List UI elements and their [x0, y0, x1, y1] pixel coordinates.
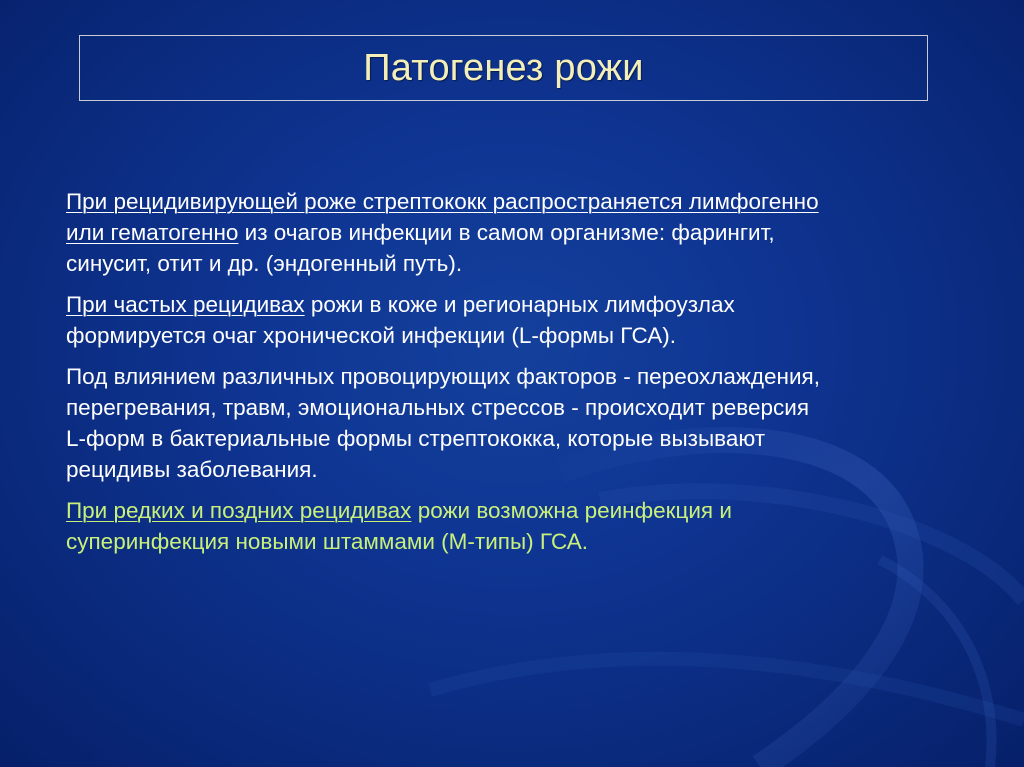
- paragraph-3-line-3: L-форм в бактериальные формы стрептококка, которые вызывают: [66, 426, 766, 451]
- paragraph-1-underlined-phrase-cont: или гематогенно: [66, 220, 239, 245]
- paragraph-2-underlined-phrase: При частых рецидивах: [66, 292, 305, 317]
- paragraph-1-line-1: [66, 186, 966, 217]
- title-box: [79, 35, 928, 101]
- paragraph-2-line-1-text: рожи в коже и регионарных лимфоузлах: [304, 292, 735, 317]
- slide-title: Патогенез рожи: [363, 46, 644, 89]
- paragraph-4-line-1-text: рожи возможна реинфекция и: [411, 498, 732, 523]
- paragraph-4: [66, 495, 966, 557]
- body-text: [66, 186, 966, 567]
- paragraph-1-line-2-text: из очагов инфекции в самом организме: фарингит,: [238, 220, 775, 245]
- paragraph-4-underlined-phrase: При редких и поздних рецидивах: [66, 498, 412, 523]
- paragraph-3-line-2: перегревания, травм, эмоциональных стрессов - происходит реверсия: [66, 395, 810, 420]
- paragraph-3-line-1: Под влиянием различных провоцирующих факторов - переохлаждения,: [66, 364, 820, 389]
- paragraph-1-line-2: [66, 217, 966, 248]
- paragraph-4-line-1: [66, 495, 966, 526]
- paragraph-3-line-4: рецидивы заболевания.: [66, 457, 318, 482]
- paragraph-3: [66, 361, 966, 485]
- paragraph-1: [66, 186, 966, 279]
- paragraph-1-line-3: синусит, отит и др. (эндогенный путь).: [66, 251, 463, 276]
- paragraph-1-underlined-phrase: При рецидивирующей роже стрептококк распространяется лимфогенно: [66, 189, 819, 214]
- paragraph-2-line-1: [66, 289, 966, 320]
- paragraph-4-line-2: суперинфекция новыми штаммами (М-типы) ГСА.: [66, 529, 589, 554]
- paragraph-2-line-2: формируется очаг хронической инфекции (L-формы ГСА).: [66, 323, 676, 348]
- paragraph-2: [66, 289, 966, 351]
